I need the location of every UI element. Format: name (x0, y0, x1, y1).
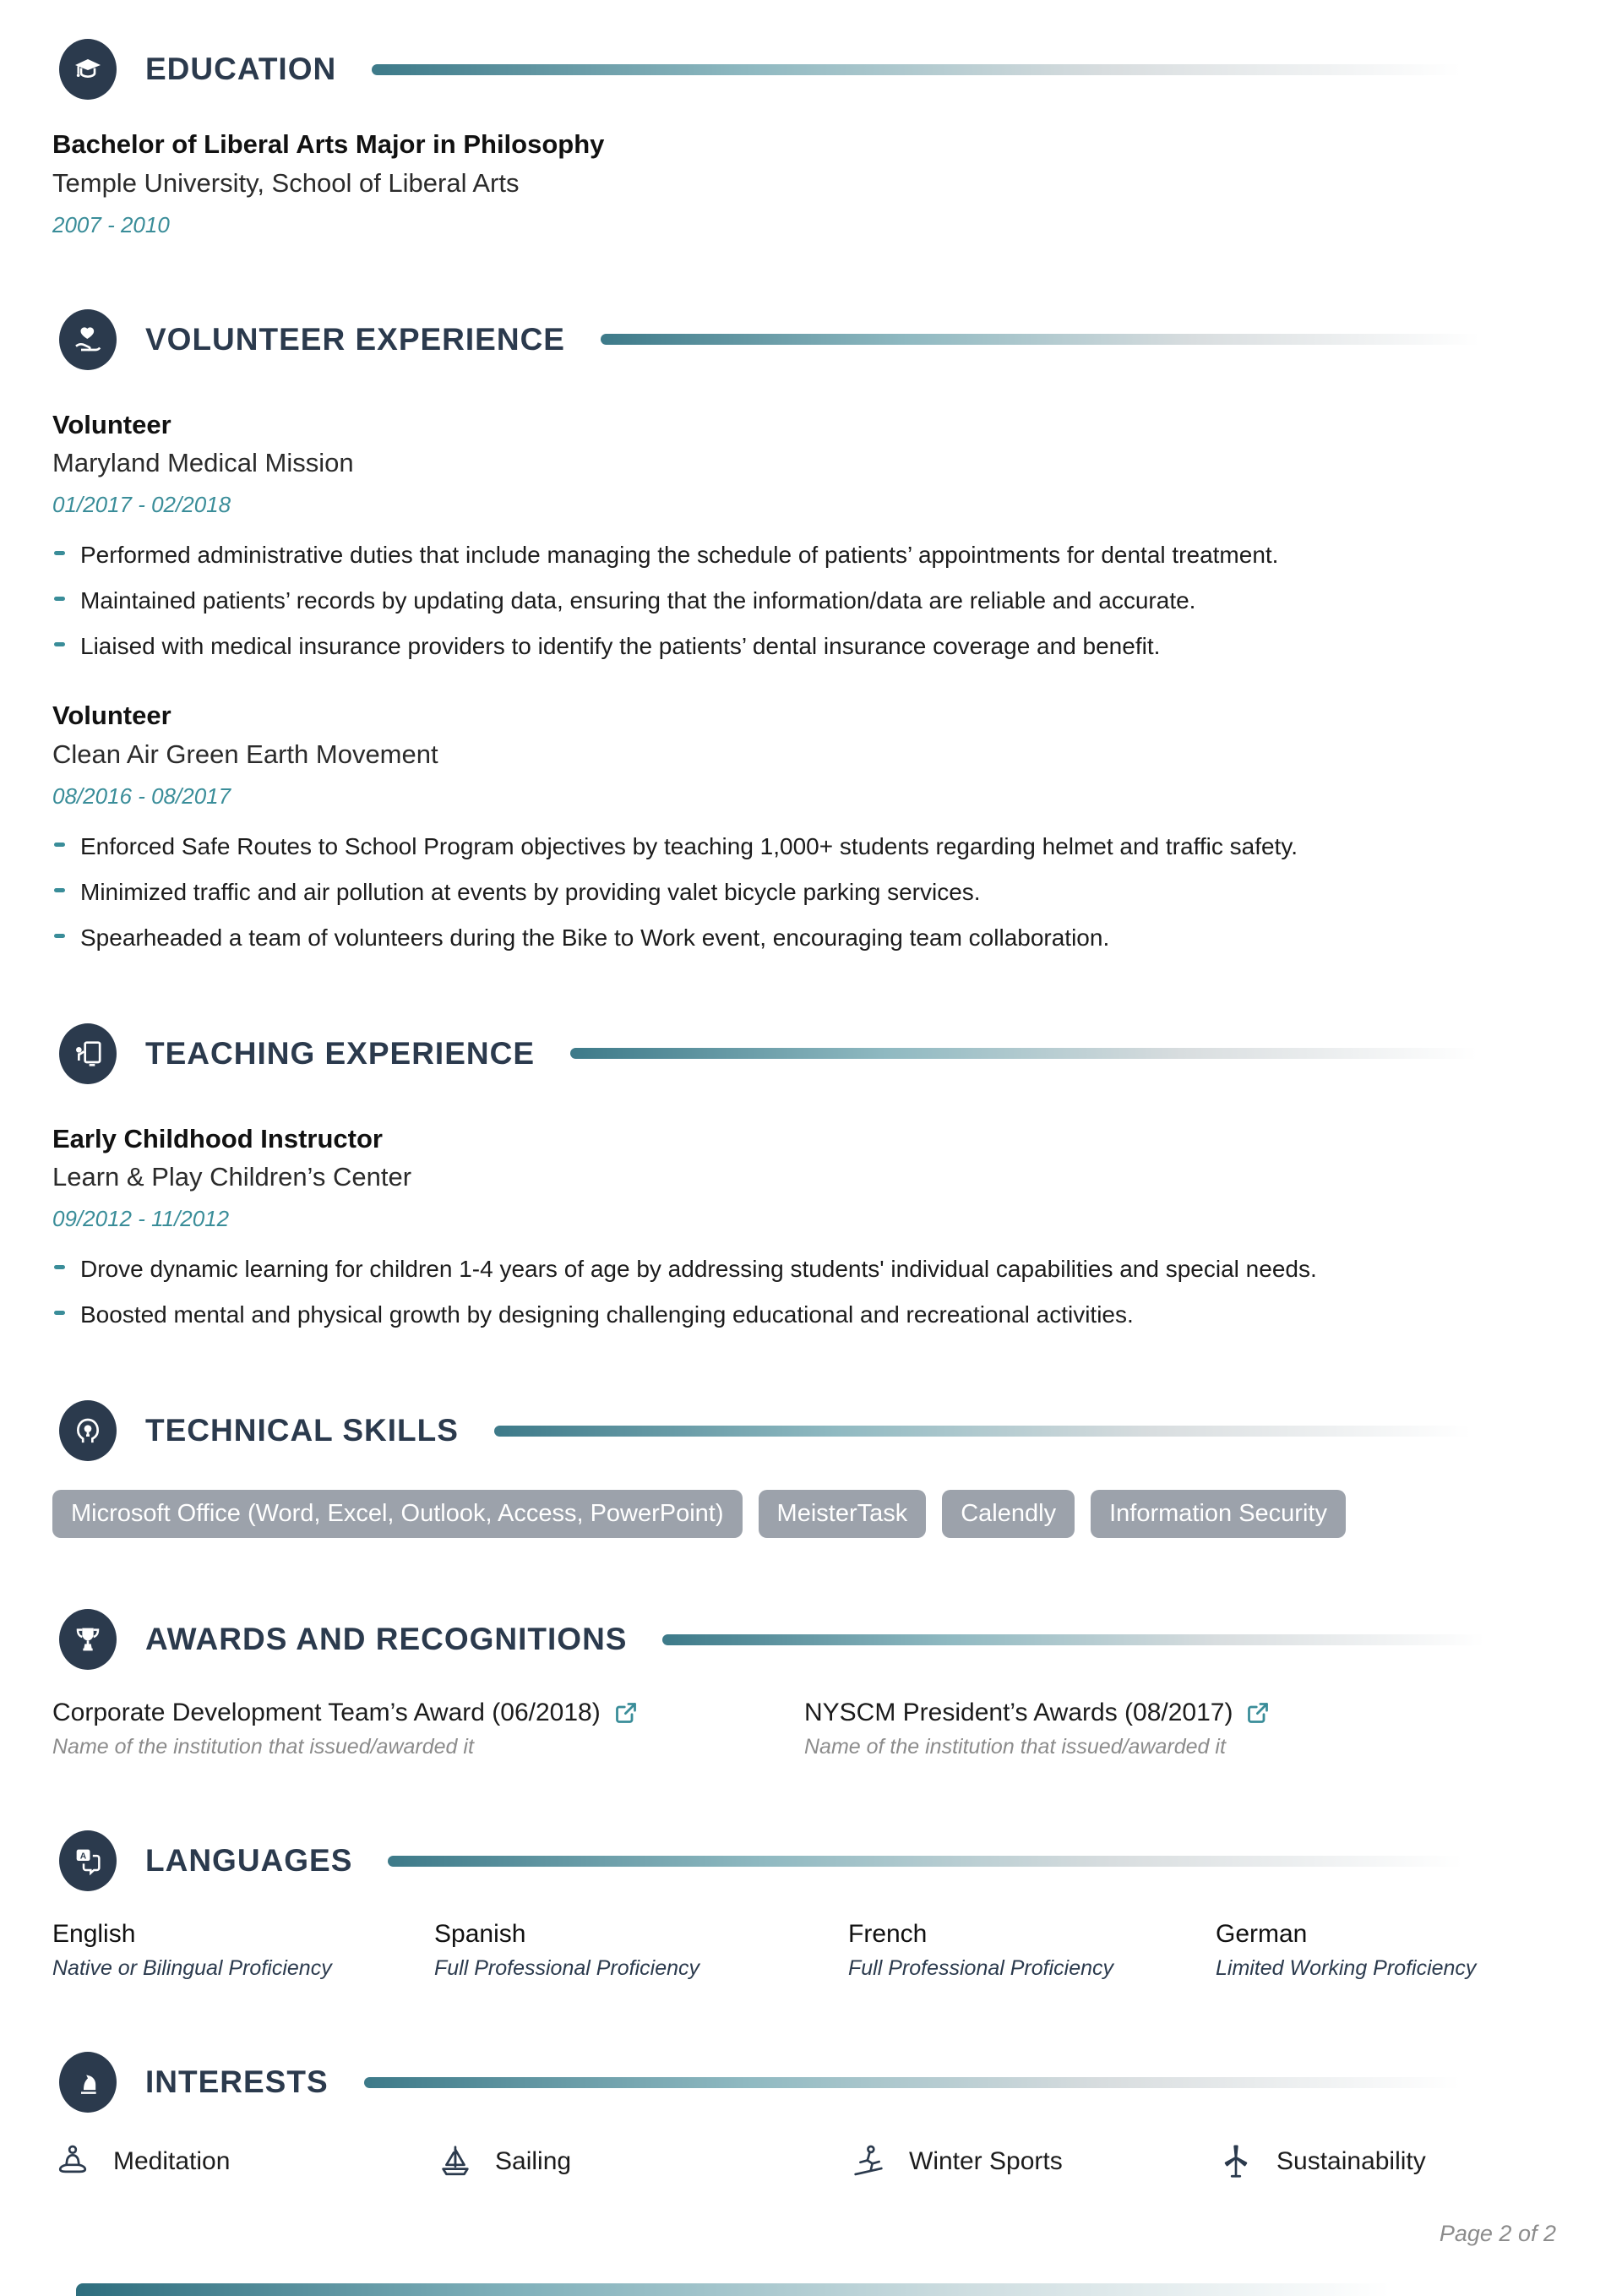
section-divider (662, 1634, 1556, 1645)
interests-grid (52, 2141, 1556, 2182)
language-name: French (848, 1920, 928, 1948)
language-level: Full Professional Proficiency (434, 1956, 700, 1980)
bullet-item: Spearheaded a team of volunteers during the Bike to Work event, encouraging team collaboration. (52, 923, 1556, 952)
interest-label: Sustainability (1276, 2147, 1426, 2175)
bullet-list (52, 1254, 1556, 1329)
section-interests (52, 2052, 1556, 2182)
section-title: LANGUAGES (145, 1843, 353, 1878)
bullet-item: Boosted mental and physical growth by designing challenging educational and recreational activities. (52, 1300, 1556, 1329)
languages-icon (59, 1830, 117, 1891)
interests-section-header (52, 2052, 1556, 2113)
section-awards (52, 1609, 1556, 1759)
award-name (52, 1699, 804, 1727)
section-divider (494, 1426, 1556, 1437)
external-link-icon[interactable] (1246, 1701, 1270, 1725)
language-name: German (1216, 1920, 1308, 1948)
volunteer-entry (52, 409, 1556, 662)
section-education (52, 39, 1556, 238)
meditation-icon (52, 2141, 93, 2182)
interest-item (434, 2141, 848, 2182)
bullet-item: Enforced Safe Routes to School Program objectives by teaching 1,000+ students regarding helmet and traffic safety. (52, 832, 1556, 861)
language-level: Native or Bilingual Proficiency (52, 1956, 332, 1980)
sailing-icon (434, 2141, 475, 2182)
technical-skills-icon (59, 1400, 117, 1461)
award-name-text: Corporate Development Team’s Award (06/2018) (52, 1699, 601, 1726)
skill-tag: Information Security (1091, 1490, 1346, 1538)
interest-label: Meditation (113, 2147, 231, 2175)
education-date-range: 2007 - 2010 (52, 211, 170, 237)
bullet-item: Maintained patients’ records by updating data, ensuring that the information/data are reliable and accurate. (52, 586, 1556, 615)
role-title: Volunteer (52, 701, 171, 730)
interest-label: Winter Sports (909, 2147, 1063, 2175)
section-divider (601, 334, 1556, 345)
sustainability-icon (1216, 2141, 1256, 2182)
teaching-entry (52, 1123, 1556, 1330)
page-footer: Page 2 of 2 (1439, 2221, 1556, 2246)
award-item (804, 1699, 1556, 1759)
language-level: Limited Working Proficiency (1216, 1956, 1477, 1980)
interest-label: Sailing (495, 2147, 572, 2175)
language-item (1216, 1920, 1556, 1981)
date-range: 09/2012 - 11/2012 (52, 1206, 230, 1231)
skills-section-header (52, 1400, 1556, 1461)
winter-sports-icon (848, 2141, 889, 2182)
section-title: TECHNICAL SKILLS (145, 1413, 459, 1448)
interest-item (52, 2141, 434, 2182)
interest-item (848, 2141, 1216, 2182)
language-item (434, 1920, 848, 1981)
bullet-item: Performed administrative duties that include managing the schedule of patients’ appointments for dental treatment. (52, 540, 1556, 570)
awards-section-header (52, 1609, 1556, 1670)
organization-name: Clean Air Green Earth Movement (52, 739, 438, 769)
award-item (52, 1699, 804, 1759)
section-divider (570, 1048, 1556, 1059)
skill-tag: Microsoft Office (Word, Excel, Outlook, Access, PowerPoint) (52, 1490, 743, 1538)
bullet-list (52, 832, 1556, 952)
date-range: 01/2017 - 02/2018 (52, 492, 231, 517)
language-item (52, 1920, 434, 1981)
languages-grid (52, 1920, 1556, 1981)
skill-tag-list (52, 1490, 1556, 1538)
section-divider (364, 2077, 1556, 2088)
section-divider (372, 64, 1556, 75)
date-range: 08/2016 - 08/2017 (52, 783, 231, 809)
organization-name: Maryland Medical Mission (52, 448, 354, 478)
award-issuer: Name of the institution that issued/awarded it (804, 1735, 1226, 1759)
language-item (848, 1920, 1216, 1981)
organization-name: Learn & Play Children’s Center (52, 1162, 412, 1192)
section-teaching-experience (52, 1023, 1556, 1330)
section-technical-skills (52, 1400, 1556, 1538)
award-issuer: Name of the institution that issued/awarded it (52, 1735, 474, 1759)
section-title: INTERESTS (145, 2064, 329, 2099)
interests-icon (59, 2052, 117, 2113)
role-title: Early Childhood Instructor (52, 1123, 383, 1153)
skill-tag: Calendly (942, 1490, 1075, 1538)
language-name: Spanish (434, 1920, 526, 1948)
bullet-item: Liaised with medical insurance providers to identify the patients’ dental insurance coverage and benefit. (52, 631, 1556, 661)
education-icon (59, 39, 117, 100)
bullet-item: Drove dynamic learning for children 1-4 years of age by addressing students' individual capabilities and special needs. (52, 1254, 1556, 1284)
skill-tag: MeisterTask (759, 1490, 927, 1538)
external-link-icon[interactable] (614, 1701, 638, 1725)
section-volunteer-experience (52, 309, 1556, 952)
teaching-icon (59, 1023, 117, 1084)
section-title: TEACHING EXPERIENCE (145, 1035, 536, 1071)
bullet-list (52, 540, 1556, 661)
languages-section-header (52, 1830, 1556, 1891)
bullet-item: Minimized traffic and air pollution at events by providing valet bicycle parking services. (52, 877, 1556, 907)
language-name: English (52, 1920, 136, 1948)
teaching-section-header (52, 1023, 1556, 1084)
award-name-text: NYSCM President’s Awards (08/2017) (804, 1699, 1233, 1726)
degree-title: Bachelor of Liberal Arts Major in Philosophy (52, 129, 605, 159)
role-title: Volunteer (52, 409, 171, 439)
section-languages (52, 1830, 1556, 1981)
volunteer-icon (59, 309, 117, 370)
bottom-accent-bar (76, 2283, 1622, 2296)
school-name: Temple University, School of Liberal Arts (52, 167, 520, 198)
award-name (804, 1699, 1556, 1727)
section-title: AWARDS AND RECOGNITIONS (145, 1622, 628, 1656)
volunteer-section-header (52, 309, 1556, 370)
education-section-header (52, 39, 1556, 100)
section-divider (388, 1856, 1556, 1867)
interest-item (1216, 2141, 1556, 2182)
awards-grid (52, 1699, 1556, 1759)
language-level: Full Professional Proficiency (848, 1956, 1114, 1980)
section-title: EDUCATION (145, 52, 337, 86)
awards-icon (59, 1609, 117, 1670)
svg-text:A: A (79, 1852, 87, 1862)
volunteer-entry (52, 700, 1556, 952)
section-title: VOLUNTEER EXPERIENCE (145, 321, 565, 357)
